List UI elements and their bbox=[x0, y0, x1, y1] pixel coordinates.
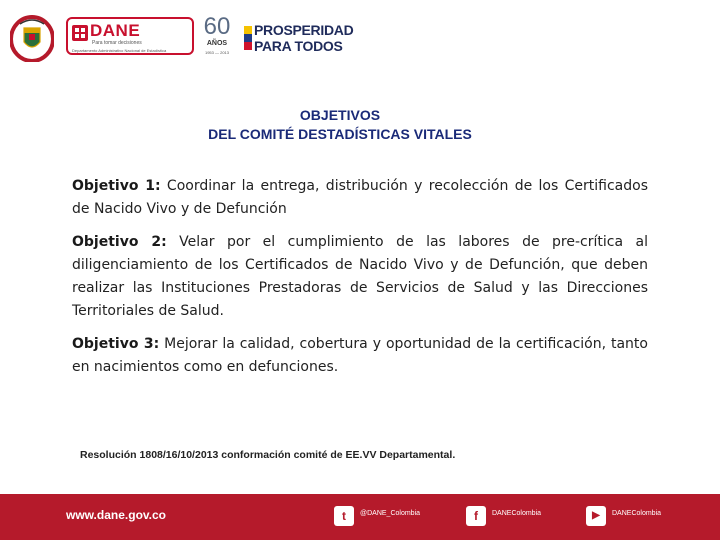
title-line2: DEL COMITÉ DESTADÍSTICAS VITALES bbox=[208, 126, 472, 142]
facebook-icon: f bbox=[466, 506, 486, 526]
dane-logo-word: DANE bbox=[90, 21, 141, 40]
colombia-coat-of-arms-icon bbox=[10, 14, 54, 62]
prosperidad-text bbox=[254, 22, 353, 54]
youtube-icon: ▶ bbox=[586, 506, 606, 526]
colombia-flag-icon bbox=[244, 26, 252, 50]
title-line1: OBJETIVOS bbox=[299, 107, 381, 123]
dane-logo-subtitle: Departamento Administrativo Nacional de Estadística bbox=[72, 48, 167, 53]
objective-1-text: Coordinar la entrega, distribución y recolección de los Certificados de Nacido Vivo y de Defunción bbox=[72, 178, 649, 217]
objective-2-label: Objetivo 2: bbox=[72, 234, 167, 250]
prosperidad-logo bbox=[244, 22, 374, 56]
objective-1 bbox=[72, 175, 648, 221]
objectives-list bbox=[72, 175, 648, 389]
dane-mark-icon bbox=[72, 25, 88, 41]
footer-url-link[interactable]: www.dane.gov.co bbox=[66, 508, 167, 522]
objective-3-label: Objetivo 3: bbox=[72, 336, 160, 352]
objective-2-text: Velar por el cumplimiento de las labores de pre-crítica al diligenciamiento de los Certificados de Nacido Vivo y de Defunción, que deben realizar las Instituciones Prestadoras de Servicios de Salud y las Direcciones Territoriales de Salud. bbox=[72, 234, 648, 319]
objective-3 bbox=[72, 333, 648, 379]
dane-logo bbox=[66, 17, 194, 55]
youtube-handle: DANEColombia bbox=[612, 510, 662, 517]
twitter-handle: @DANE_Colombia bbox=[360, 510, 421, 517]
resolution-note: Resolución 1808/16/10/2013 conformación comité de EE.VV Departamental. bbox=[80, 449, 456, 461]
page-title bbox=[140, 106, 540, 144]
objective-1-label: Objetivo 1: bbox=[72, 178, 161, 194]
prosperidad-line2: PARA TODOS bbox=[254, 38, 343, 54]
dane-logo-tagline: Para tomar decisiones bbox=[92, 40, 142, 46]
sixty-number: 60 bbox=[203, 13, 231, 40]
header bbox=[0, 0, 720, 70]
facebook-handle: DANEColombia bbox=[492, 510, 542, 517]
prosperidad-line1: PROSPERIDAD bbox=[254, 22, 354, 38]
objective-3-text: Mejorar la calidad, cobertura y oportunidad de la certificación, tanto en nacimientos como en defunciones. bbox=[72, 336, 648, 375]
sixty-years-range: 1953 — 2013 bbox=[204, 50, 230, 55]
sixty-years-logo bbox=[200, 14, 234, 60]
twitter-icon: t bbox=[334, 506, 354, 526]
sixty-anos-label: AÑOS bbox=[206, 40, 228, 47]
objective-2 bbox=[72, 231, 648, 323]
footer bbox=[0, 494, 720, 540]
